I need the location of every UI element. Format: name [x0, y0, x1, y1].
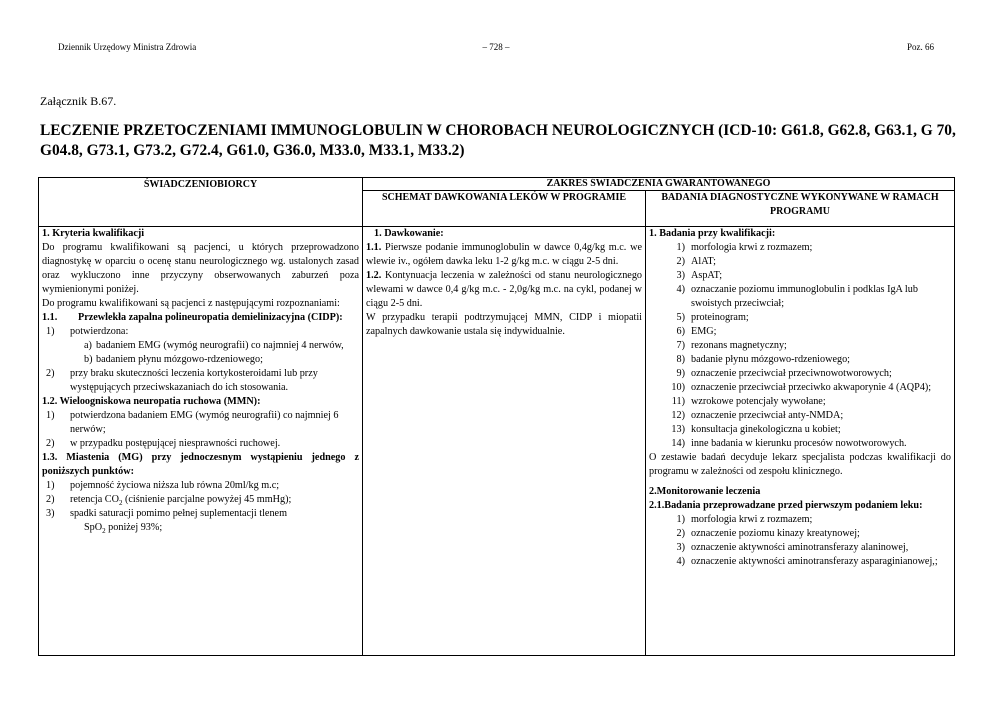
list-item: 9) oznaczenie przeciwciał przeciwnowotworowych; — [676, 368, 892, 380]
list-item: 3) oznaczenie aktywności aminotransferazy alaninowej, — [676, 542, 909, 554]
monitoring-tests-list — [649, 513, 951, 569]
page-number: – 728 – — [482, 42, 510, 52]
list-item: 2) w przypadku postępującej niesprawności ruchowej. — [46, 438, 281, 450]
list-item: 2) AlAT; — [676, 256, 716, 268]
list-item: 14) inne badania w kierunku procesów nowotworowych. — [671, 438, 907, 450]
list-item: 4) oznaczenie aktywności aminotransferazy asparaginianowej,; — [676, 556, 938, 568]
dosage-paragraph-3: W przypadku terapii podtrzymującej MMN, CIDP i miopatii zapalnych dawkowanie ustala się indywidualnie. — [366, 312, 642, 338]
diagnoses-intro: Do programu kwalifikowani są pacjenci z następującymi rozpoznaniami: — [42, 298, 340, 310]
beneficiaries-cell — [39, 227, 363, 656]
list-item: 11) wzrokowe potencjały wywołane; — [671, 396, 826, 408]
position-number: Poz. 66 — [907, 42, 934, 52]
list-item: 13) konsultacja ginekologiczna u kobiet; — [671, 424, 841, 436]
list-item: 3) spadki saturacji pomimo pełnej suplementacji tlenem SpO$_2$ poniżej 93%; — [46, 508, 287, 536]
running-header-journal: Dziennik Urzędowy Ministra Zdrowia — [58, 42, 197, 52]
list-item: 4) oznaczanie poziomu immunoglobulin i podklas IgA lub swoistych przeciwciał; — [676, 284, 918, 310]
list-item: b) badaniem płynu mózgowo-rdzeniowego; — [84, 354, 263, 366]
qualification-note: O zestawie badań decyduje lekarz specjalista podczas kwalifikacji do programu w zależności od zespołu klinicznego. — [649, 452, 951, 478]
qualification-heading: 1. Kryteria kwalifikacji — [42, 228, 145, 240]
column-header-dosage: SCHEMAT DAWKOWANIA LEKÓW W PROGRAMIE — [363, 191, 646, 227]
list-item: 8) badanie płynu mózgowo-rdzeniowego; — [676, 354, 850, 366]
qualification-tests-list — [649, 241, 951, 451]
list-item: 1) morfologia krwi z rozmazem; — [676, 242, 813, 254]
table-body-row — [39, 227, 955, 656]
list-item: 6) EMG; — [676, 326, 717, 338]
list-item: 1) pojemność życiowa niższa lub równa 20ml/kg m.c; — [46, 480, 280, 492]
column-header-scope: ZAKRES ŚWIADCZENIA GWARANTOWANEGO — [363, 178, 955, 191]
table-header-row-1 — [39, 178, 955, 191]
list-item: a) badaniem EMG (wymóg neurografii) co najmniej 4 nerwów, — [84, 340, 344, 352]
list-item: 3) AspAT; — [676, 270, 723, 282]
list-item: 1) potwierdzona: — [46, 326, 129, 338]
diagnostics-heading: 1. Badania przy kwalifikacji: — [649, 228, 776, 240]
column-header-beneficiaries: ŚWIADCZENIOBIORCY — [39, 178, 363, 227]
annex-label: Załącznik B.67. — [40, 94, 117, 108]
list-item: 2) oznaczenie poziomu kinazy kreatynowej; — [676, 528, 860, 540]
dosage-paragraph-2: 1.2. Kontynuacja leczenia w zależności od stanu neurologicznego wlewami w dawce 0,4 g/kg m.c. - 2,0g/kg m.c. na cykl, podanej w ciągu 2-5 dni. — [366, 270, 643, 310]
column-header-diagnostics: BADANIA DIAGNOSTYCZNE WYKONYWANE W RAMACH PROGRAMU — [646, 191, 955, 227]
program-table — [38, 177, 955, 656]
document-title: LECZENIE PRZETOCZENIAMI IMMUNOGLOBULIN W CHOROBACH NEUROLOGICZNYCH (ICD-10: G61.8, G62.8, G63.1, G 70, G04.8, G73.1, G73.2, G72.4, G61.0, G36.0, M33.0, M33.1, M33.2) — [40, 122, 956, 159]
monitoring-heading: 2.Monitorowanie leczenia — [649, 486, 761, 498]
dosage-cell — [363, 227, 646, 656]
dosage-heading: 1. Dawkowanie: — [374, 228, 444, 240]
qualification-paragraph: Do programu kwalifikowani są pacjenci, u których przeprowadzono diagnostykę w oparciu o ocenę stanu neurologicznego wg. ustalonych zasad oraz wykluczono inne przyczyny obserwowanych zaburzeń poza wymienionymi poniżej. — [42, 242, 359, 296]
section-mg-title: 1.3. Miastenia (MG) przy jednoczesnym wystąpieniu jednego z poniższych punktów: — [42, 452, 359, 478]
section-mmn-title: 1.2. Wieloogniskowa neuropatia ruchowa (MMN): — [42, 396, 261, 408]
list-item: 12) oznaczenie przeciwciał anty-NMDA; — [671, 410, 844, 422]
section-cidp-title: 1.1. Przewlekła zapalna polineuropatia demielinizacyjna (CIDP): — [42, 312, 343, 324]
diagnostics-cell — [646, 227, 955, 656]
list-item: 2) przy braku skuteczności leczenia kortykosteroidami lub przy występujących przeciwskazaniach do ich stosowania. — [46, 368, 318, 394]
list-item: 10) oznaczenie przeciwciał przeciwko akwaporynie 4 (AQP4); — [671, 382, 932, 394]
dosage-paragraph-1: 1.1. Pierwsze podanie immunoglobulin w dawce 0,4g/kg m.c. we wlewie iv., ogółem dawka leku 1-2 g/kg m.c. w ciągu 2-5 dni. — [366, 242, 642, 268]
list-item: 7) rezonans magnetyczny; — [676, 340, 787, 352]
monitoring-subheading: 2.1.Badania przeprowadzane przed pierwszym podaniem leku: — [649, 500, 923, 512]
list-item: 1) potwierdzona badaniem EMG (wymóg neurografii) co najmniej 6 nerwów; — [46, 410, 339, 436]
list-item: 5) proteinogram; — [676, 312, 749, 324]
list-item: 1) morfologia krwi z rozmazem; — [676, 514, 813, 526]
list-item: 2) retencja $CO_2$ (ciśnienie parcjalne powyżej 45 mmHg); — [46, 494, 292, 508]
